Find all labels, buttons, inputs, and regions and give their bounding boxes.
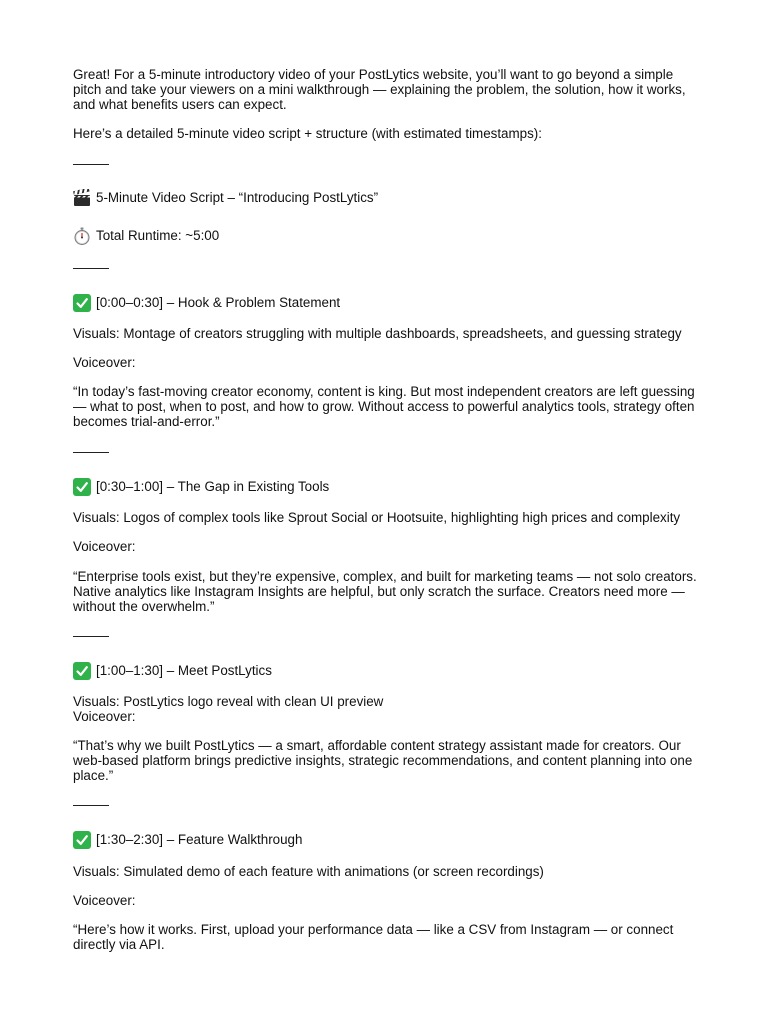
divider: [73, 636, 109, 637]
section-heading: [73, 477, 329, 497]
check-mark-icon: [73, 831, 91, 849]
voiceover-label: Voiceover:: [73, 539, 136, 554]
stopwatch-icon: [73, 227, 91, 245]
clapper-board-icon: [73, 189, 91, 207]
section-heading: [73, 661, 272, 681]
check-mark-icon: [73, 294, 91, 312]
section-heading: [73, 830, 302, 850]
script-title-text: 5-Minute Video Script – “Introducing PostLytics”: [96, 189, 379, 205]
structure-line: Here’s a detailed 5-minute video script + structure (with estimated timestamps):: [73, 126, 542, 141]
runtime-text: Total Runtime: ~5:00: [96, 227, 220, 243]
voiceover-quote: “In today’s fast-moving creator economy, content is king. But most independent creators are left guessing — what to post, when to post, and how to grow. Without access to powerful analytics tools, strategy often becomes trial-and-error.”: [73, 384, 699, 429]
voiceover-quote: “Enterprise tools exist, but they’re expensive, complex, and built for marketing teams — not solo creators. Native analytics like Instagram Insights are helpful, but only scratch the surface. Creators need more — without the overwhelm.”: [73, 569, 701, 614]
section-heading-text: [1:30–2:30] – Feature Walkthrough: [96, 831, 303, 847]
divider: [73, 452, 109, 453]
divider: [73, 805, 109, 806]
voiceover-label: Voiceover:: [73, 709, 136, 724]
runtime-line: [73, 226, 219, 246]
voiceover-label: Voiceover:: [73, 355, 136, 370]
section-heading-text: [1:00–1:30] – Meet PostLytics: [96, 662, 272, 678]
script-title: [73, 188, 378, 208]
section-heading-text: [0:30–1:00] – The Gap in Existing Tools: [96, 478, 330, 494]
voiceover-label: Voiceover:: [73, 893, 136, 908]
check-mark-icon: [73, 662, 91, 680]
voiceover-quote: “That’s why we built PostLytics — a smart, affordable content strategy assistant made for creators. Our web-based platform brings predictive insights, strategic recommendations, and content planning into one place.”: [73, 738, 697, 783]
section-visuals: Visuals: Logos of complex tools like Sprout Social or Hootsuite, highlighting high prices and complexity: [73, 510, 681, 525]
intro-paragraph: Great! For a 5-minute introductory video of your PostLytics website, you’ll want to go beyond a simple pitch and take your viewers on a mini walkthrough — explaining the problem, the solution, how it works, and what benefits users can expect.: [73, 67, 690, 112]
section-visuals: Visuals: Montage of creators struggling with multiple dashboards, spreadsheets, and guessing strategy: [73, 326, 682, 341]
check-mark-icon: [73, 478, 91, 496]
section-visuals: Visuals: PostLytics logo reveal with clean UI preview: [73, 694, 384, 709]
divider: [73, 268, 109, 269]
divider: [73, 164, 109, 165]
section-visuals: Visuals: Simulated demo of each feature with animations (or screen recordings): [73, 864, 544, 879]
section-heading: [73, 293, 340, 313]
voiceover-quote: “Here’s how it works. First, upload your performance data — like a CSV from Instagram — or connect directly via API.: [73, 922, 678, 952]
section-heading-text: [0:00–0:30] – Hook & Problem Statement: [96, 294, 341, 310]
